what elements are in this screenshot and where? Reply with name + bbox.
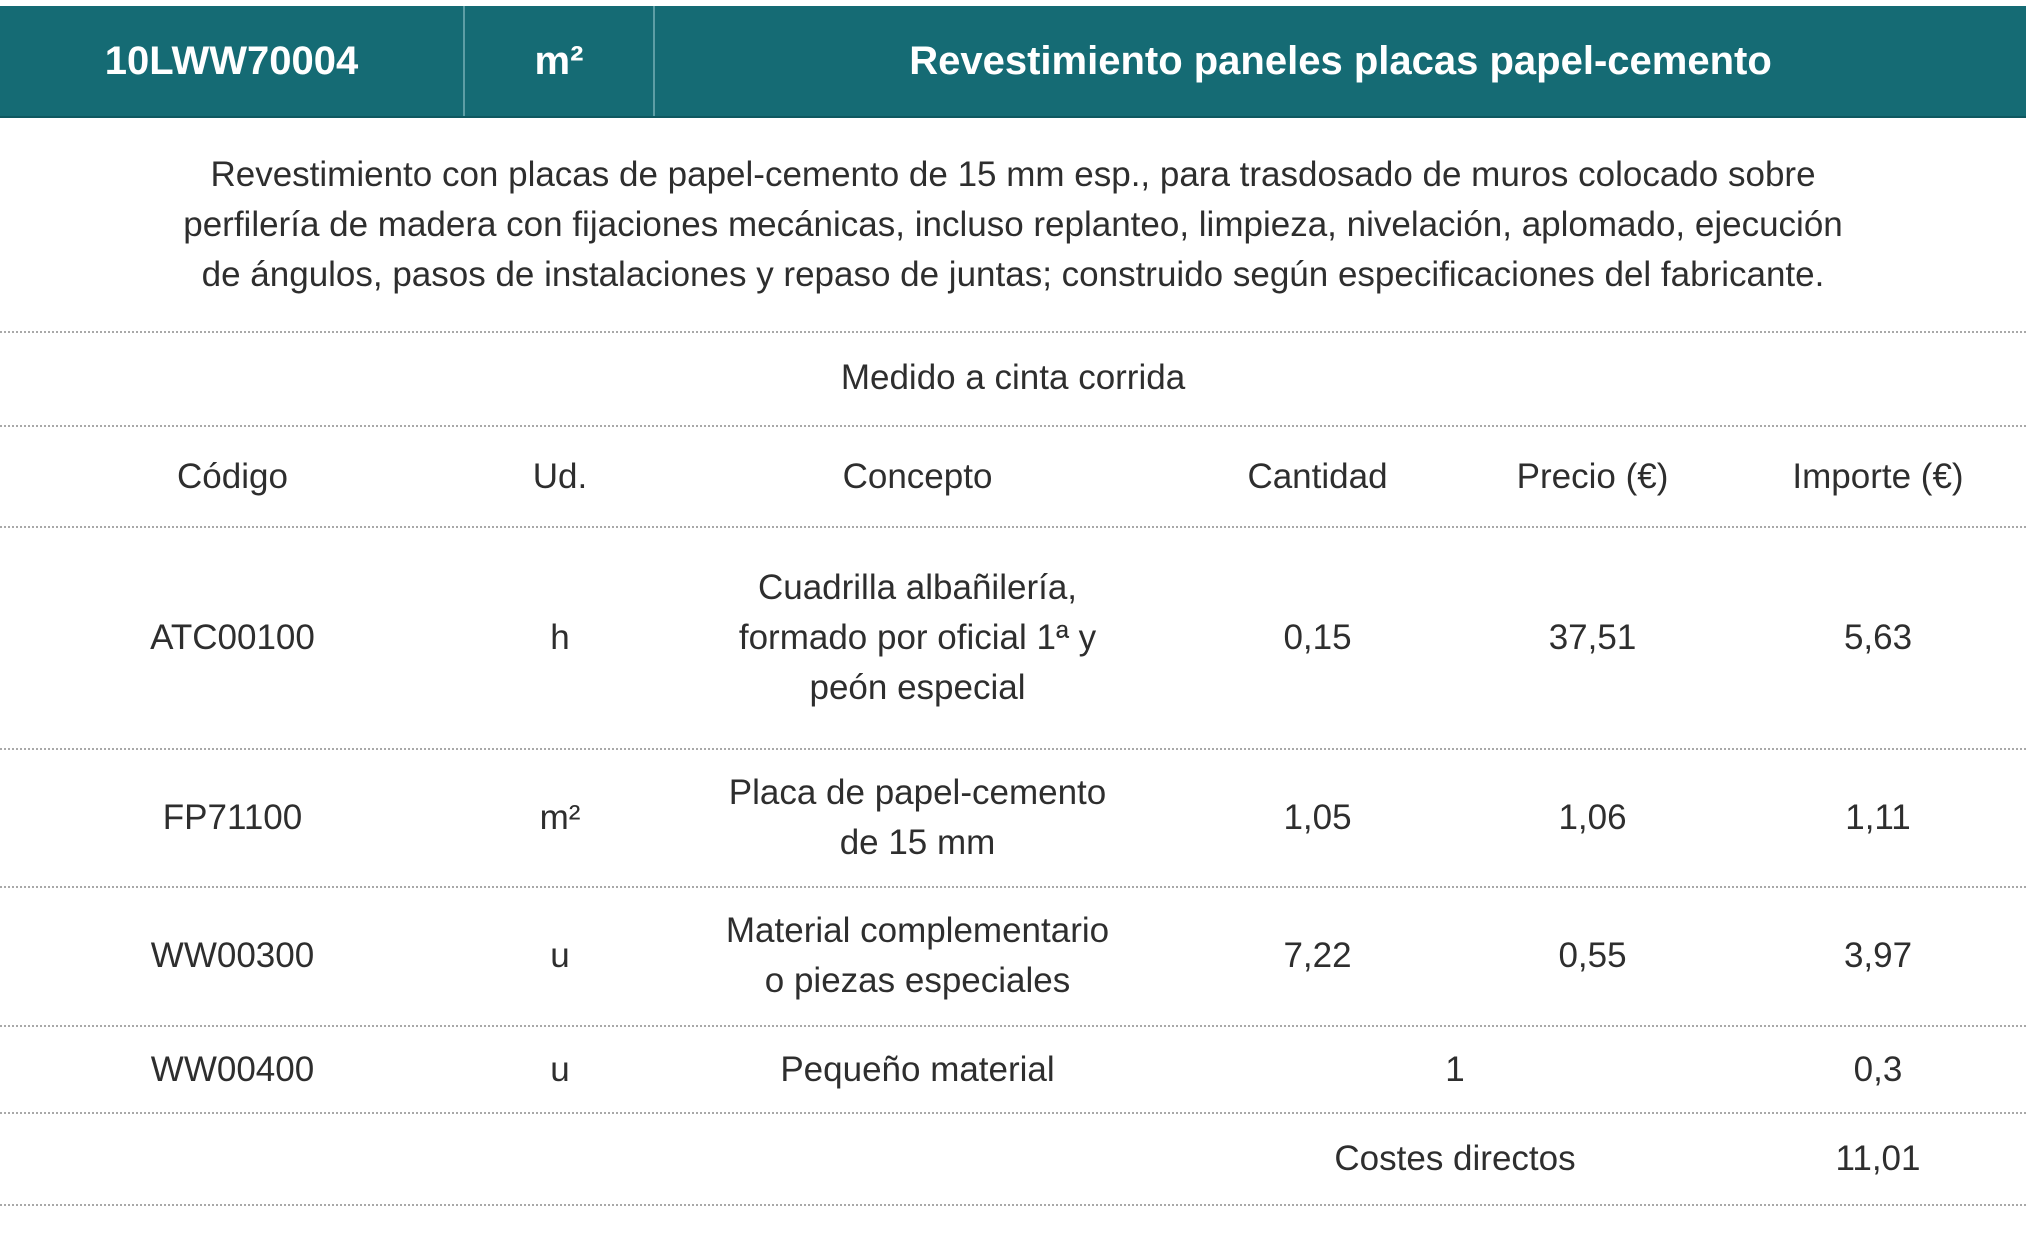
row-price: 37,51 — [1548, 618, 1637, 657]
row-concept — [655, 528, 1180, 748]
row-quantity: 1 — [1445, 1050, 1465, 1089]
column-header-unit: Ud. — [532, 457, 588, 496]
description-line: perfilería de madera con fijaciones mecánicas, incluso replanteo, limpieza, nivelación, aplomado, ejecución — [183, 205, 1843, 244]
total-label: Costes directos — [1334, 1139, 1576, 1178]
row-quantity: 1,05 — [1283, 798, 1352, 837]
table-row — [0, 888, 2026, 1024]
item-unit: m² — [465, 6, 655, 116]
item-code: 10LWW70004 — [0, 6, 465, 116]
row-amount: 1,11 — [1845, 798, 1911, 837]
item-description — [20, 150, 2006, 300]
item-title: Revestimiento paneles placas papel-cemento — [909, 38, 1772, 83]
divider — [0, 1204, 2026, 1206]
row-amount: 0,3 — [1853, 1050, 1903, 1089]
row-price: 1,06 — [1558, 798, 1627, 837]
table-header-row — [0, 427, 2026, 527]
concept-line: formado por oficial 1ª y — [738, 618, 1097, 657]
row-amount: 3,97 — [1843, 936, 1913, 975]
header-band — [0, 6, 2026, 118]
row-price: 0,55 — [1558, 936, 1627, 975]
concept-line: o piezas especiales — [764, 961, 1071, 1000]
row-quantity: 0,15 — [1283, 618, 1352, 657]
row-quantity: 7,22 — [1283, 936, 1352, 975]
row-unit: m² — [539, 798, 581, 837]
row-unit: u — [550, 936, 570, 975]
total-row — [0, 1114, 2026, 1204]
total-value: 11,01 — [1835, 1139, 1921, 1178]
concept-line: peón especial — [809, 668, 1026, 707]
concept-line: Material complementario — [725, 911, 1110, 950]
row-unit: h — [550, 618, 570, 657]
divider — [0, 331, 2026, 333]
measurement-criterion: Medido a cinta corrida — [840, 358, 1186, 397]
row-code: WW00400 — [150, 1050, 315, 1089]
column-header-quantity: Cantidad — [1247, 457, 1388, 496]
description-line: de ángulos, pasos de instalaciones y repaso de juntas; construido según especificaciones del fabricante. — [201, 255, 1825, 294]
column-header-concept: Concepto — [842, 457, 993, 496]
concept-line: Placa de papel-cemento — [728, 773, 1107, 812]
column-header-price: Precio (€) — [1516, 457, 1669, 496]
table-row — [0, 1027, 2026, 1113]
row-concept: Pequeño material — [780, 1050, 1055, 1089]
concept-line: Cuadrilla albañilería, — [757, 568, 1078, 607]
description-line: Revestimiento con placas de papel-cemento de 15 mm esp., para trasdosado de muros colocado sobre — [210, 155, 1816, 194]
row-code: ATC00100 — [150, 618, 315, 657]
column-header-code: Código — [177, 457, 288, 496]
row-amount: 5,63 — [1843, 618, 1913, 657]
row-code: WW00300 — [150, 936, 315, 975]
concept-line: de 15 mm — [839, 823, 996, 862]
table-row — [0, 528, 2026, 748]
row-code: FP71100 — [162, 798, 303, 837]
column-header-amount: Importe (€) — [1792, 457, 1964, 496]
row-concept — [655, 750, 1180, 886]
table-row — [0, 750, 2026, 886]
row-unit: u — [550, 1050, 570, 1089]
row-concept — [655, 888, 1180, 1024]
